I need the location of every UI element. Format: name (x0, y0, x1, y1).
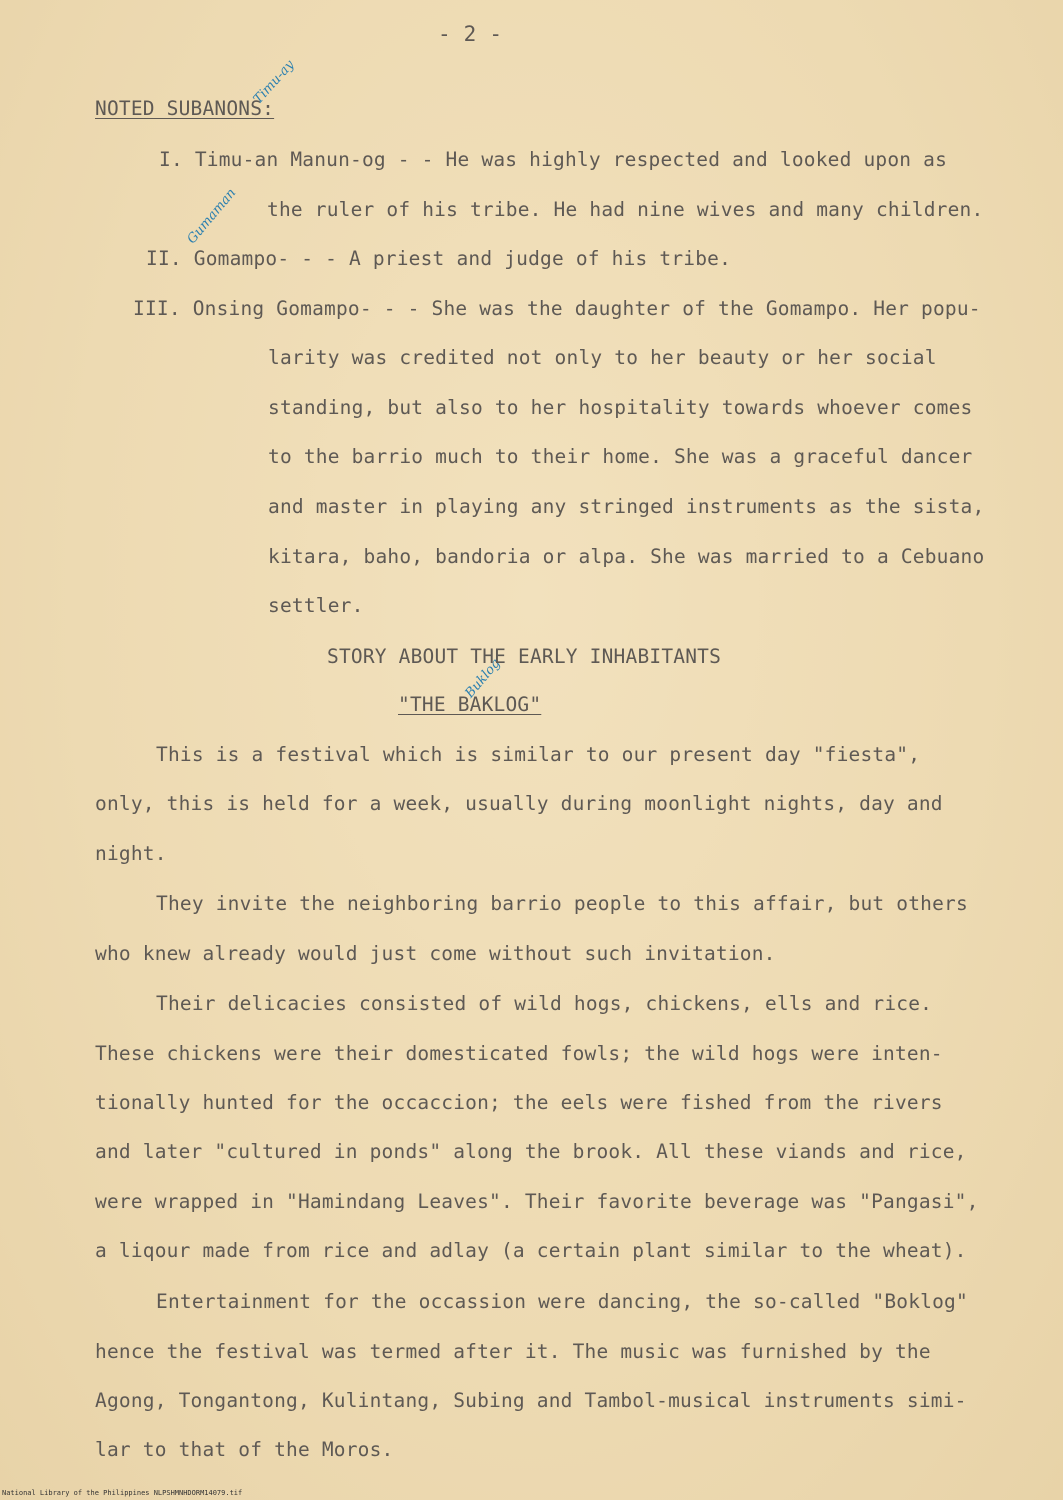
text-line: larity was credited not only to her beauty or her social (268, 346, 937, 369)
text-line: only, this is held for a week, usually during moonlight nights, day and (95, 792, 943, 815)
text-line: lar to that of the Moros. (95, 1438, 394, 1461)
text-line: a liqour made from rice and adlay (a certain plant similar to the wheat). (95, 1239, 967, 1262)
story-title: STORY ABOUT THE EARLY INHABITANTS (327, 645, 722, 668)
text-line: standing, but also to her hospitality towards whoever comes (268, 396, 973, 419)
handwritten-annotation: Timu-ay (250, 57, 298, 107)
section-heading: NOTED SUBANONS: (95, 97, 275, 120)
text-line: kitara, baho, bandoria or alpa. She was married to a Cebuano (268, 545, 985, 568)
text-line: II. Gomampo- - - A priest and judge of his tribe. (146, 247, 732, 270)
archive-footer: National Library of the Philippines NLPSHMNHDORM14079.tif (2, 1489, 243, 1497)
text-line: Entertainment for the occassion were dancing, the so-called "Boklog" (156, 1290, 968, 1313)
text-line: hence the festival was termed after it. The music was furnished by the (95, 1340, 931, 1363)
text-line: who knew already would just come without such invitation. (95, 942, 776, 965)
text-line: I. Timu-an Manun-og - - He was highly respected and looked upon as (159, 148, 948, 171)
page-number: - 2 - (438, 22, 503, 46)
text-line: III. Onsing Gomampo- - - She was the daughter of the Gomampo. Her popu- (133, 297, 981, 320)
text-line: settler. (268, 594, 364, 617)
text-line: These chickens were their domesticated fowls; the wild hogs were inten- (95, 1042, 943, 1065)
text-line: and master in playing any stringed instruments as the sista, (268, 495, 985, 518)
handwritten-annotation: Buklog (462, 656, 504, 701)
text-line: Their delicacies consisted of wild hogs, chickens, ells and rice. (156, 992, 933, 1015)
handwritten-annotation: Gumaman (184, 185, 240, 247)
text-line: They invite the neighboring barrio people to this affair, but others (156, 892, 968, 915)
text-line: Agong, Tongantong, Kulintang, Subing and Tambol-musical instruments simi- (95, 1389, 967, 1412)
text-line: were wrapped in "Hamindang Leaves". Their favorite beverage was "Pangasi", (95, 1190, 979, 1213)
text-line: and later "cultured in ponds" along the brook. All these viands and rice, (95, 1140, 967, 1163)
text-line: tionally hunted for the occaccion; the eels were fished from the rivers (95, 1091, 943, 1114)
text-line: This is a festival which is similar to our present day "fiesta", (156, 743, 921, 766)
story-subtitle: "THE BAKLOG" (398, 693, 542, 716)
text-line: night. (95, 842, 167, 865)
text-line: to the barrio much to their home. She was a graceful dancer (268, 445, 973, 468)
text-line: the ruler of his tribe. He had nine wives and many children. (267, 198, 984, 221)
